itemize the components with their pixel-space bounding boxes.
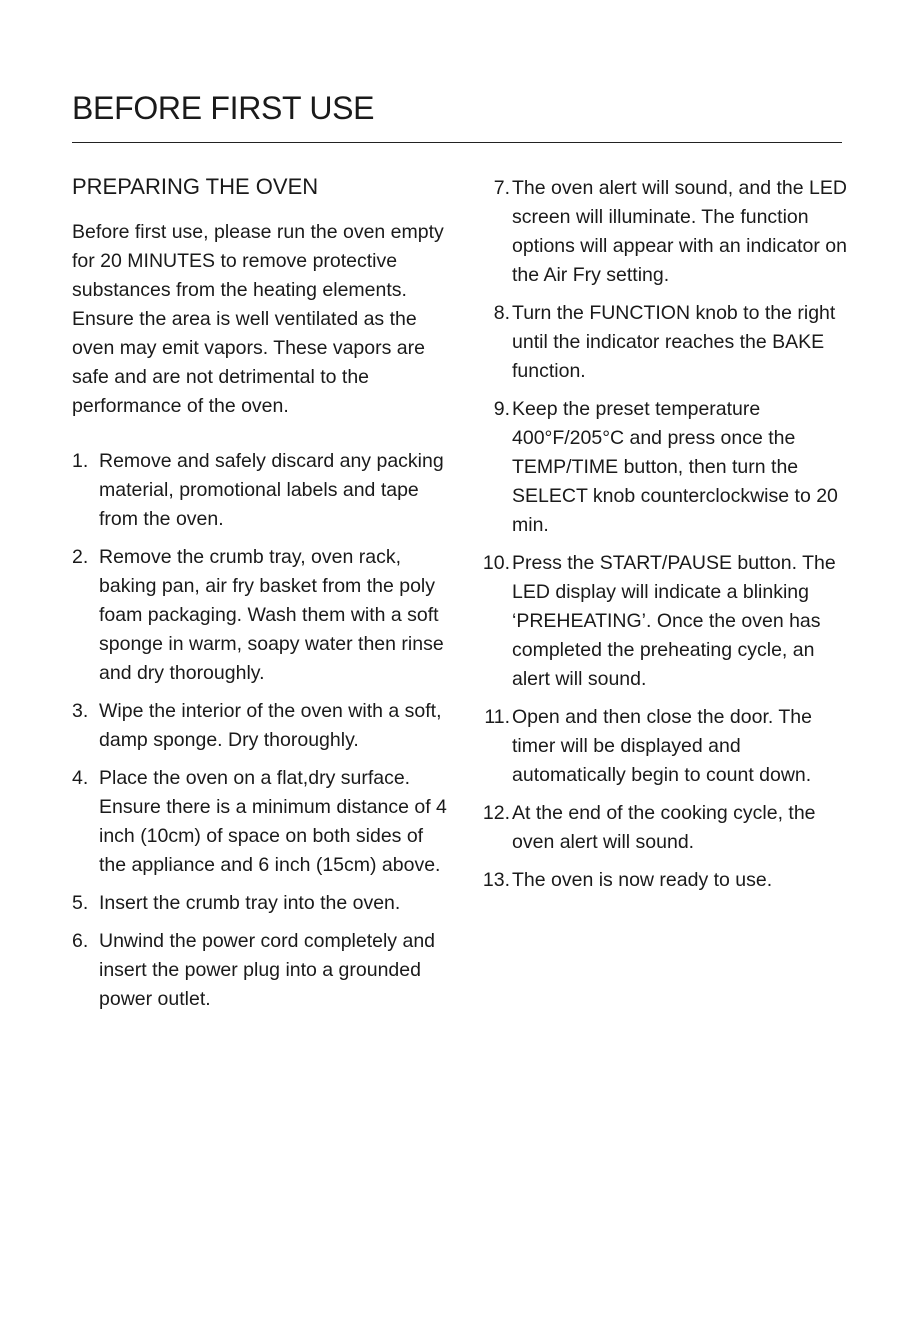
- step-text: Place the oven on a flat,dry surface. Ensure there is a minimum distance of 4 inch (10cm) of space on both sides of the appliance and 6 inch (15cm) above.: [99, 767, 447, 876]
- step-number: 12.: [482, 802, 510, 824]
- step-number: 5.: [72, 892, 89, 914]
- step-item: [478, 703, 848, 790]
- step-text: Remove and safely discard any packing material, promotional labels and tape from the oven.: [99, 450, 444, 530]
- steps-list-right: [478, 174, 848, 895]
- step-number: 11.: [484, 706, 510, 728]
- step-text: Open and then close the door. The timer will be displayed and automatically begin to count down.: [512, 706, 812, 786]
- step-text: At the end of the cooking cycle, the oven alert will sound.: [512, 802, 816, 853]
- steps-list-left: [72, 447, 452, 1014]
- step-number: 6.: [72, 930, 89, 952]
- intro-paragraph: Before first use, please run the oven empty for 20 MINUTES to remove protective substances from the heating elements. Ensure the area is well ventilated as the oven may emit vapors. These vapors are safe and are not detrimental to the performance of the oven.: [72, 221, 444, 417]
- step-item: [72, 543, 452, 688]
- step-number: 4.: [72, 767, 89, 789]
- step-item: [72, 889, 452, 918]
- step-number: 8.: [493, 302, 510, 324]
- step-item: [478, 395, 848, 540]
- step-item: [72, 927, 452, 1014]
- step-text: Turn the FUNCTION knob to the right until the indicator reaches the BAKE function.: [512, 302, 836, 382]
- section-title: PREPARING THE OVEN: [72, 174, 319, 199]
- step-item: [478, 799, 848, 857]
- title-divider: [72, 142, 842, 143]
- step-item: [478, 299, 848, 386]
- right-column: [478, 174, 848, 904]
- step-text: Unwind the power cord completely and insert the power plug into a grounded power outlet.: [99, 930, 436, 1010]
- step-item: [478, 866, 848, 895]
- step-text: Press the START/PAUSE button. The LED display will indicate a blinking ‘PREHEATING’. Once the oven has completed the preheating cycle, an alert will sound.: [512, 552, 836, 690]
- left-column: [72, 170, 452, 1023]
- step-number: 9.: [493, 398, 510, 420]
- step-text: Wipe the interior of the oven with a soft, damp sponge. Dry thoroughly.: [99, 700, 442, 751]
- step-item: [72, 697, 452, 755]
- step-number: 7.: [493, 177, 510, 199]
- step-item: [478, 174, 848, 290]
- step-text: The oven alert will sound, and the LED screen will illuminate. The function options will appear with an indicator on the Air Fry setting.: [512, 177, 847, 286]
- step-item: [72, 447, 452, 534]
- step-number: 1.: [72, 450, 89, 472]
- step-number: 2.: [72, 546, 89, 568]
- step-number: 10.: [482, 552, 510, 574]
- page-title: BEFORE FIRST USE: [72, 90, 375, 126]
- step-number: 13.: [482, 869, 510, 891]
- step-text: Keep the preset temperature 400°F/205°C and press once the TEMP/TIME button, then turn the SELECT knob counterclockwise to 20 min.: [512, 398, 838, 536]
- step-text: Remove the crumb tray, oven rack, baking pan, air fry basket from the poly foam packaging. Wash them with a soft sponge in warm, soapy water then rinse and dry thoroughly.: [99, 546, 444, 684]
- step-text: Insert the crumb tray into the oven.: [99, 892, 401, 914]
- step-item: [72, 764, 452, 880]
- step-text: The oven is now ready to use.: [512, 869, 773, 891]
- step-number: 3.: [72, 700, 89, 722]
- step-item: [478, 549, 848, 694]
